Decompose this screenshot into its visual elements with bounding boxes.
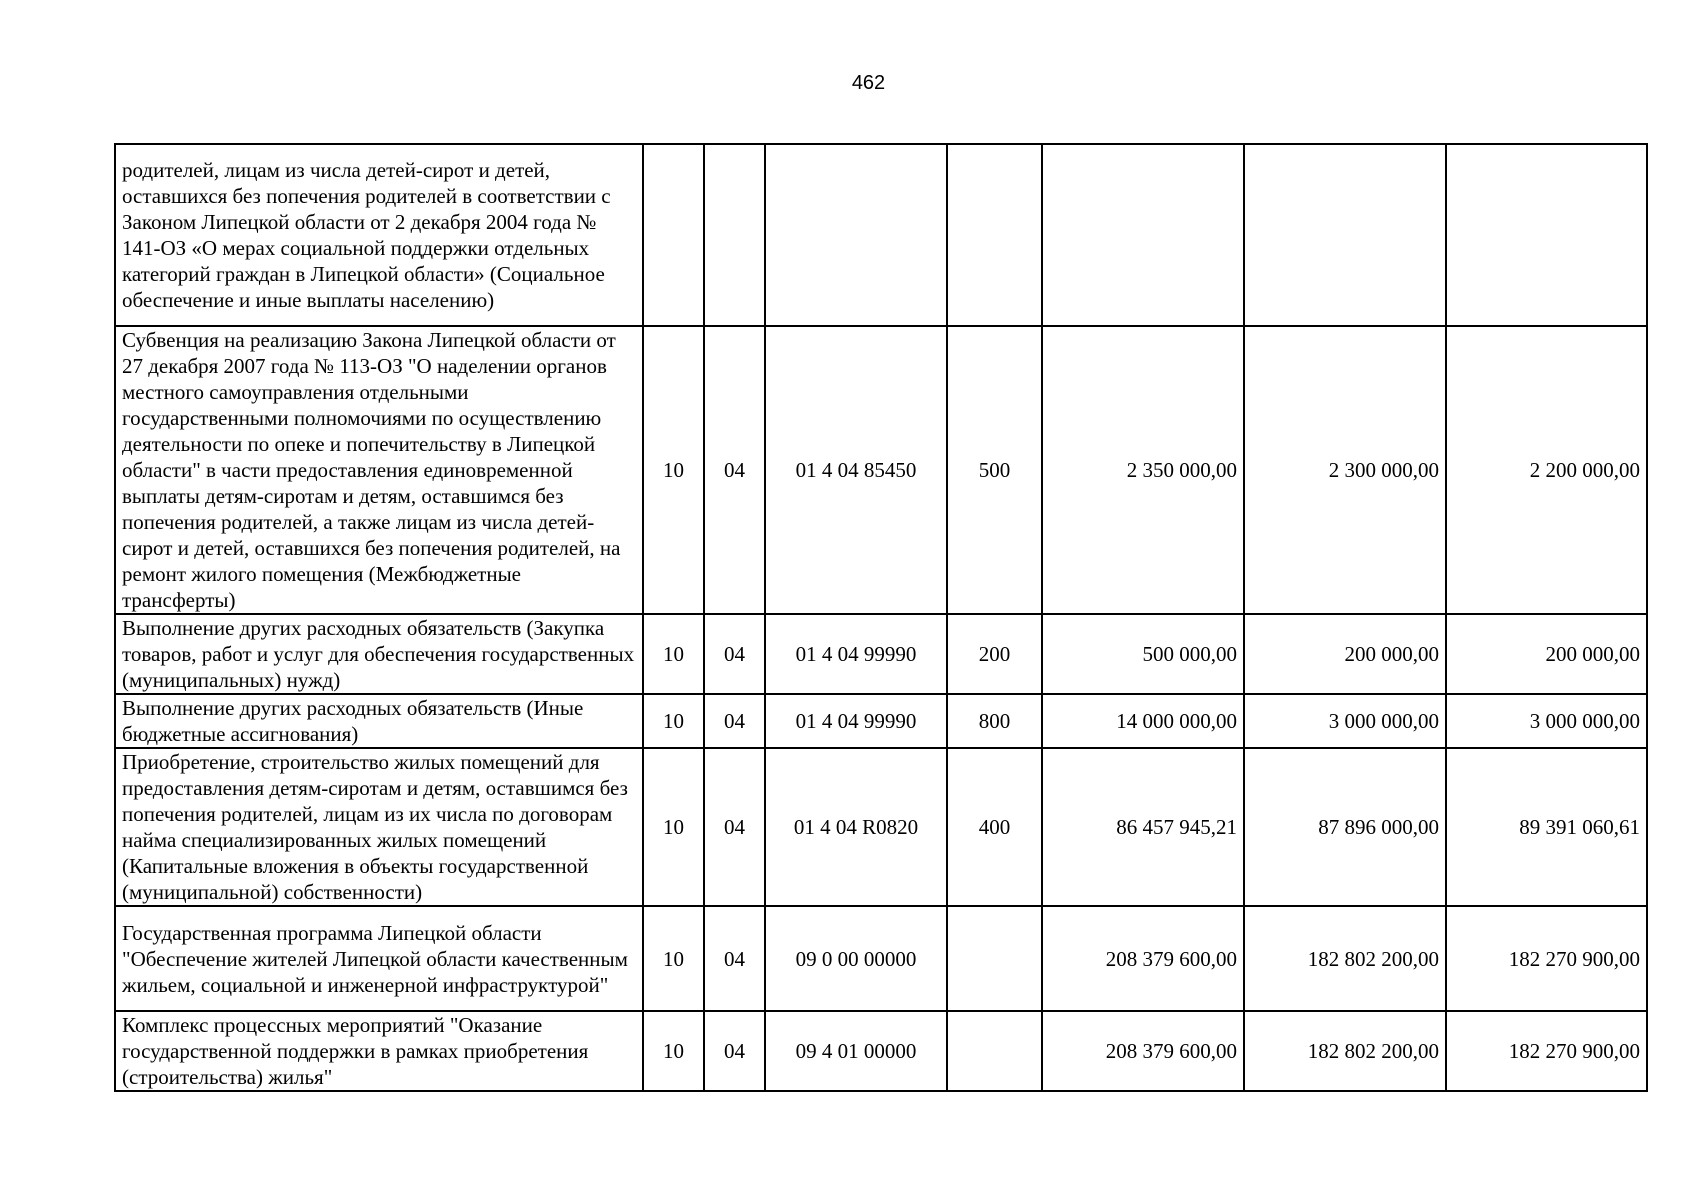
amount-2-cell: 87 896 000,00	[1244, 748, 1446, 906]
budget-table	[114, 143, 1648, 1092]
amount-1-cell	[1042, 144, 1244, 326]
amount-1-cell: 208 379 600,00	[1042, 1011, 1244, 1091]
section-cell: 10	[643, 1011, 704, 1091]
expense-type-cell	[947, 1011, 1042, 1091]
amount-1-cell: 500 000,00	[1042, 614, 1244, 694]
section-cell: 10	[643, 906, 704, 1011]
amount-3-cell: 89 391 060,61	[1446, 748, 1647, 906]
table-row	[115, 144, 1647, 326]
target-code-cell: 01 4 04 85450	[765, 326, 947, 614]
page-number: 462	[851, 72, 886, 94]
amount-1-cell: 208 379 600,00	[1042, 906, 1244, 1011]
amount-1-cell: 2 350 000,00	[1042, 326, 1244, 614]
amount-3-cell: 200 000,00	[1446, 614, 1647, 694]
expense-type-cell	[947, 906, 1042, 1011]
amount-3-cell: 3 000 000,00	[1446, 694, 1647, 748]
section-cell	[643, 144, 704, 326]
row-description: Приобретение, строительство жилых помещений для предоставления детям-сиротам и детям, оставшимся без попечения родителей, лицам из их числа по договорам найма специализированных жилых помещений (Капитальные вложения в объекты государственной (муниципальной) собственности)	[115, 748, 643, 906]
row-description: Комплекс процессных мероприятий "Оказание государственной поддержки в рамках приобретения (строительства) жилья"	[115, 1011, 643, 1091]
expense-type-cell	[947, 144, 1042, 326]
subsection-cell: 04	[704, 748, 765, 906]
amount-2-cell: 2 300 000,00	[1244, 326, 1446, 614]
subsection-cell	[704, 144, 765, 326]
amount-2-cell	[1244, 144, 1446, 326]
section-cell: 10	[643, 748, 704, 906]
subsection-cell: 04	[704, 326, 765, 614]
row-description: Субвенция на реализацию Закона Липецкой области от 27 декабря 2007 года № 113-ОЗ "О наделении органов местного самоуправления отдельными государственными полномочиями по осуществлению деятельности по опеке и попечительству в Липецкой области" в части предоставления единовременной выплаты детям-сиротам и детям, оставшимся без попечения родителей, а также лицам из числа детей-сирот и детей, оставшихся без попечения родителей, на ремонт жилого помещения (Межбюджетные трансферты)	[115, 326, 643, 614]
target-code-cell: 01 4 04 R0820	[765, 748, 947, 906]
amount-2-cell: 200 000,00	[1244, 614, 1446, 694]
subsection-cell: 04	[704, 694, 765, 748]
table-row	[115, 694, 1647, 748]
target-code-cell: 01 4 04 99990	[765, 614, 947, 694]
expense-type-cell: 500	[947, 326, 1042, 614]
row-description: Выполнение других расходных обязательств (Закупка товаров, работ и услуг для обеспечения государственных (муниципальных) нужд)	[115, 614, 643, 694]
table-row	[115, 906, 1647, 1011]
table-row	[115, 326, 1647, 614]
table-row	[115, 1011, 1647, 1091]
table-row	[115, 614, 1647, 694]
section-cell: 10	[643, 614, 704, 694]
row-description: Выполнение других расходных обязательств (Иные бюджетные ассигнования)	[115, 694, 643, 748]
target-code-cell: 09 4 01 00000	[765, 1011, 947, 1091]
target-code-cell: 01 4 04 99990	[765, 694, 947, 748]
amount-2-cell: 182 802 200,00	[1244, 906, 1446, 1011]
amount-1-cell: 14 000 000,00	[1042, 694, 1244, 748]
row-description: Государственная программа Липецкой области "Обеспечение жителей Липецкой области качественным жильем, социальной и инженерной инфраструктурой"	[115, 906, 643, 1011]
subsection-cell: 04	[704, 1011, 765, 1091]
expense-type-cell: 400	[947, 748, 1042, 906]
amount-3-cell: 182 270 900,00	[1446, 906, 1647, 1011]
amount-1-cell: 86 457 945,21	[1042, 748, 1244, 906]
amount-2-cell: 3 000 000,00	[1244, 694, 1446, 748]
section-cell: 10	[643, 694, 704, 748]
amount-3-cell: 2 200 000,00	[1446, 326, 1647, 614]
subsection-cell: 04	[704, 614, 765, 694]
row-description: родителей, лицам из числа детей-сирот и детей, оставшихся без попечения родителей в соответствии с Законом Липецкой области от 2 декабря 2004 года № 141-ОЗ «О мерах социальной поддержки отдельных категорий граждан в Липецкой области» (Социальное обеспечение и иные выплаты населению)	[115, 144, 643, 326]
table-row	[115, 748, 1647, 906]
target-code-cell: 09 0 00 00000	[765, 906, 947, 1011]
amount-3-cell	[1446, 144, 1647, 326]
subsection-cell: 04	[704, 906, 765, 1011]
expense-type-cell: 200	[947, 614, 1042, 694]
amount-2-cell: 182 802 200,00	[1244, 1011, 1446, 1091]
section-cell: 10	[643, 326, 704, 614]
target-code-cell	[765, 144, 947, 326]
amount-3-cell: 182 270 900,00	[1446, 1011, 1647, 1091]
expense-type-cell: 800	[947, 694, 1042, 748]
